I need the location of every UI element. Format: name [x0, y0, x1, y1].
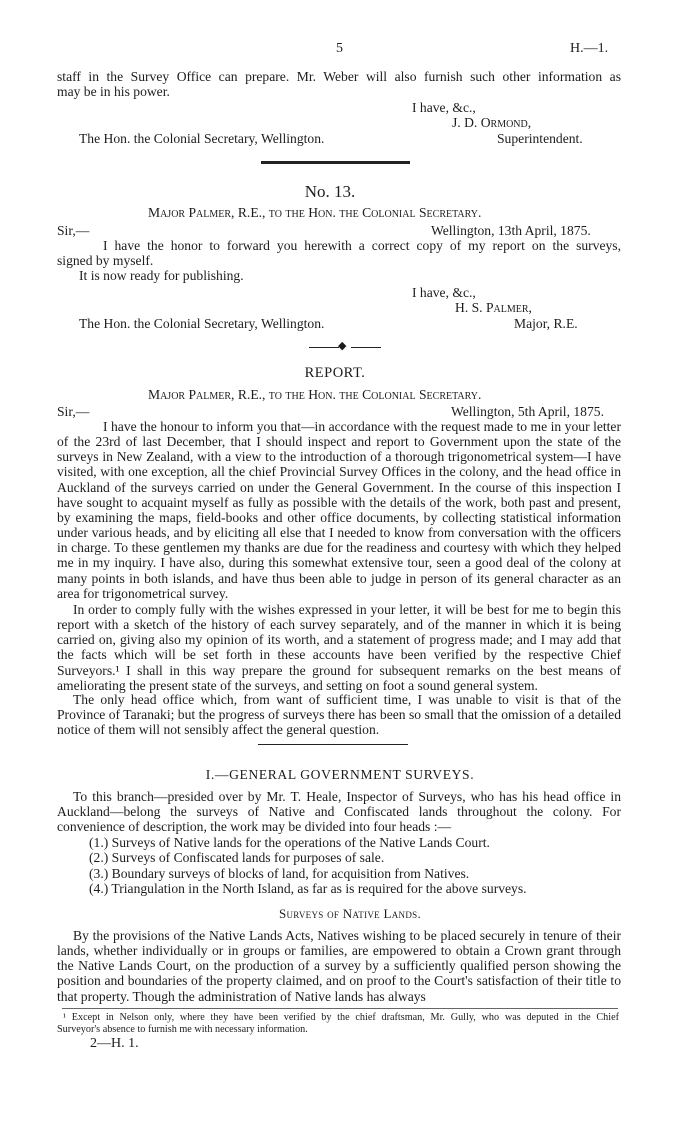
letter-date: Wellington, 13th April, 1875. [431, 223, 591, 238]
section-divider [258, 744, 408, 745]
report-paragraph-2: In order to comply fully with the wishes expressed in your letter, it will be best for me to begin this report with a sketch of the history of each survey separately, and of the manner in which it is being carried on, giving also my opinion of its worth, and a statement of progress made; and I may add that the facts which will be set forth in these accounts have been verified by the respective Chief Surveyors.¹ I shall in this way prepare the ground for subsequent remarks on the best means of ameliorating the present state of the surveys, and setting on foot a sound general system. [57, 602, 621, 693]
list-item: (3.) Boundary surveys of blocks of land, for acquisition from Natives. [89, 865, 470, 881]
letter-heading [148, 205, 481, 220]
section-rule [261, 161, 410, 164]
report-date: Wellington, 5th April, 1875. [451, 404, 604, 419]
report-title: REPORT. [304, 365, 366, 381]
signature-name: J. D. Ormond, [452, 115, 532, 130]
section-paragraph: By the provisions of the Native Lands Acts, Natives wishing to be placed securely in tenure of their lands, whether individually or in groups or families, are empowered to obtain a Crown grant through the Native Lands Court, on the production of a survey by a sufficiently qualified person showing the position and boundaries of the property claimed, and on proof to the Court's satisfaction of their title to that property. Though the administration of Native lands has always [57, 928, 621, 1004]
letter-body-line-2: signed by myself. [57, 253, 154, 268]
signature-name: H. S. Palmer, [455, 300, 532, 315]
addressee: The Hon. the Colonial Secretary, Wellington. [79, 131, 325, 146]
closing-phrase: I have, &c., [412, 100, 476, 115]
list-item: (1.) Surveys of Native lands for the operations of the Native Lands Court. [89, 835, 490, 850]
letter-body-line-1: I have the honor to forward you herewith a correct copy of my report on the surveys, [103, 238, 621, 253]
footnote-rule [62, 1008, 618, 1009]
subsection-heading [230, 906, 470, 922]
list-item: (4.) Triangulation in the North Island, as far as is required for the above surveys. [89, 880, 527, 896]
closing-phrase: I have, &c., [412, 285, 476, 300]
signature-title: Superintendent. [497, 131, 583, 146]
addressee: The Hon. the Colonial Secretary, Wellington. [79, 316, 325, 331]
signature-title: Major, R.E. [514, 316, 578, 331]
footnote-line-2: Surveyor's absence to furnish me with necessary information. [57, 1024, 308, 1035]
report-paragraph-3: The only head office which, from want of sufficient time, I was unable to visit is that of the Province of Taranaki; but the progress of surveys there has been so small that the omission of a detailed notice of them will not sensibly affect the general question. [57, 692, 621, 738]
footnote-line-1: ¹ Except in Nelson only, where they have been verified by the chief draftsman, Mr. Gully, who was deputed in the Chief [63, 1012, 619, 1023]
signature-mark: 2—H. 1. [90, 1036, 139, 1051]
page-number: 5 [336, 41, 343, 56]
diamond-ornament-icon: ◆ [338, 339, 347, 352]
letter-number: No. 13. [304, 182, 356, 201]
ornament-rule-left [309, 347, 339, 348]
letter-body-line-3: It is now ready for publishing. [79, 268, 244, 283]
letter-heading-text: Major Palmer, R.E., to the Hon. the Colonial Secretary. [148, 205, 482, 220]
section-heading: I.—GENERAL GOVERNMENT SURVEYS. [205, 767, 475, 782]
salutation: Sir,— [57, 223, 90, 238]
section-intro: To this branch—presided over by Mr. T. Heale, Inspector of Surveys, who has his head office in Auckland—belong the surveys of Native and Confiscated lands throughout the colony. For convenience of description, the work may be divided into four heads :— [57, 789, 621, 835]
list-item: (2.) Surveys of Confiscated lands for purposes of sale. [89, 850, 385, 866]
continuation-line-2: may be in his power. [57, 84, 170, 99]
survey-heads-list [89, 835, 527, 896]
report-salutation: Sir,— [57, 404, 90, 419]
report-heading-text: Major Palmer, R.E., to the Hon. the Colonial Secretary. [148, 387, 482, 402]
ornament-rule-right [351, 347, 381, 348]
document-reference: H.—1. [570, 41, 609, 56]
continuation-line-1: staff in the Survey Office can prepare. Mr. Weber will also furnish such other information as [57, 69, 621, 84]
report-paragraph-1: I have the honour to inform you that—in accordance with the request made to me in your letter of the 23rd of last December, that I should inspect and report to Government upon the state of the surveys in New Zealand, with a view to the introduction of a thorough trigonometrical system—I have visited, with one exception, all the chief Provincial Survey Offices in the colony, and the head office in Auckland of the surveys carried on under the General Government. In the course of this inspection I have sought to acquaint myself as fully as possible with the details of the work, both past and present, by examining the maps, field-books and other office documents, by collecting statistical information under various heads, and by eliciting all else that I needed to know from conversation with the officers in charge. To these gentlemen my thanks are due for the readiness and courtesy with which they helped me in my inquiry. I have also, during this somewhat extensive tour, seen a good deal of the colony at many points in both islands, and have thus been able to judge in person of its general character as an area for trigonometrical survey. [57, 419, 621, 601]
subsection-heading-text: Surveys of Native Lands. [278, 906, 422, 921]
report-heading [148, 387, 481, 402]
